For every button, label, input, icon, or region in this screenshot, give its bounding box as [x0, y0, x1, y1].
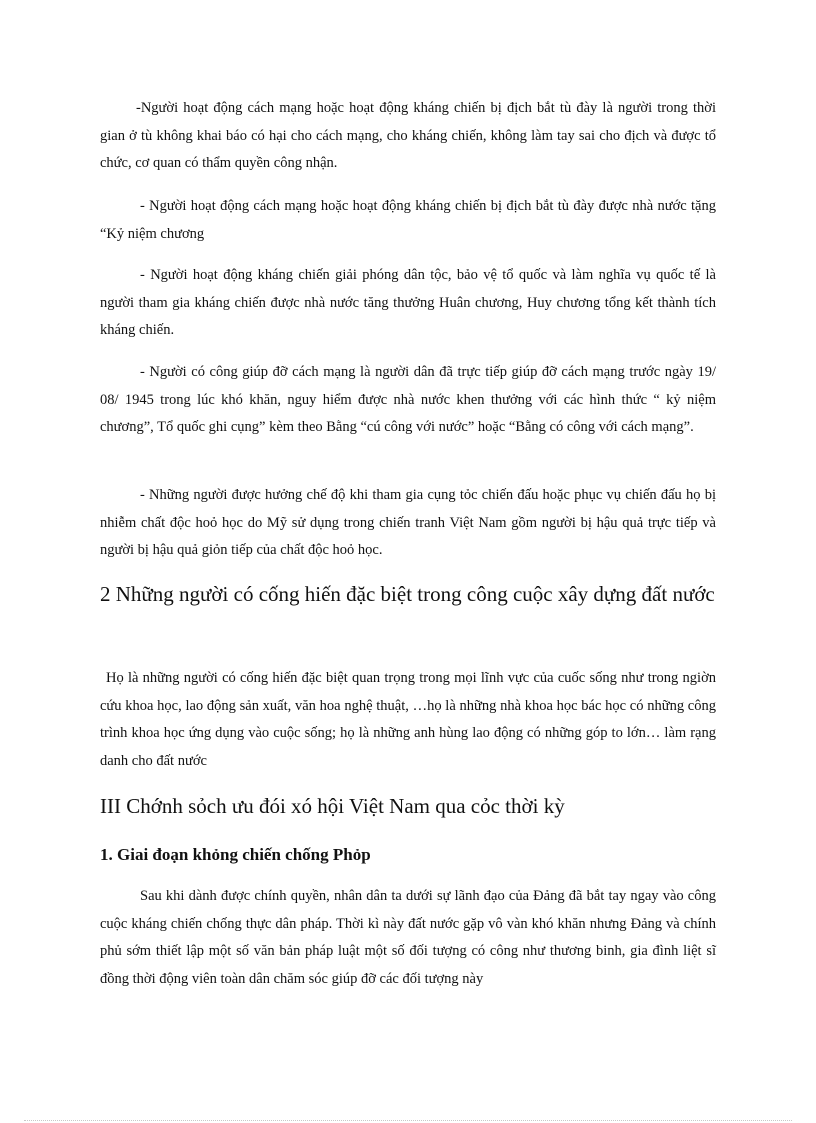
paragraph-commemorative-medal: - Người hoạt động cách mạng hoặc hoạt động kháng chiến bị địch bắt tù đày được nhà nước tặng “Kỷ niệm chương	[100, 198, 716, 242]
heading-chapter-iii: III Chớnh sỏch ưu đói xó hội Việt Nam qua cỏc thời kỳ	[100, 794, 565, 818]
page-bottom-divider	[24, 1120, 792, 1121]
paragraph-resistance-participant: - Người hoạt động kháng chiến giải phóng dân tộc, bảo vệ tổ quốc và làm nghĩa vụ quốc tế là người tham gia kháng chiến được nhà nước tăng thưởng Huân chương, Huy chương tổng kết thành tích kháng chiến.	[100, 267, 716, 338]
heading-resistance-period: 1. Giai đoạn khỏng chiến chống Phỏp	[100, 845, 371, 864]
heading-special-contributors: 2 Những người có cống hiến đặc biệt trong công cuộc xây dựng đất nước	[100, 582, 715, 606]
paragraph-chemical-victims: - Những người được hưởng chế độ khi tham gia cụng tỏc chiến đấu hoặc phục vụ chiến đấu họ bị nhiễm chất độc hoỏ học do Mỹ sử dụng trong chiến tranh Việt Nam gồm người bị hậu quả trực tiếp và người bị hậu quả giỏn tiếp của chất độc hoỏ học.	[100, 487, 716, 558]
paragraph-political-prisoner: -Người hoạt động cách mạng hoặc hoạt động kháng chiến bị địch bắt tù đày là người trong thời gian ở tù không khai báo có hại cho cách mạng, cho kháng chiến, không làm tay sai cho địch và được tổ chức, cơ quan có thẩm quyền công nhận.	[100, 100, 716, 171]
paragraph-resistance-period: Sau khi dành được chính quyền, nhân dân ta dưới sự lãnh đạo của Đảng đã bắt tay ngay vào công cuộc kháng chiến chống thực dân pháp. Thời kì này đất nước gặp vô vàn khó khăn nhưng Đảng và chính phủ sớm thiết lập một số văn bản pháp luật một số đối tượng có công như thương binh, gia đình liệt sĩ đồng thời động viên toàn dân chăm sóc giúp đỡ các đối tượng này	[100, 888, 716, 987]
paragraph-special-contributors: Họ là những người có cống hiến đặc biệt quan trọng trong mọi lĩnh vực của cuốc sống như trong ngiờn cứu khoa học, lao động sản xuất, văn hoa nghệ thuật, …họ là những nhà khoa học bác học có những công trình khoa học ứng dụng vào cuộc sống; họ là những anh hùng lao động có những góp to lớn… làm rạng danh cho đất nước	[100, 670, 716, 769]
paragraph-revolution-helper: - Người có công giúp đỡ cách mạng là người dân đã trực tiếp giúp đỡ cách mạng trước ngày 19/ 08/ 1945 trong lúc khó khăn, nguy hiểm được nhà nước khen thưởng với các hình thức “ kỷ niệm chương”, Tổ quốc ghi cụng” kèm theo Bằng “cú công với nước” hoặc “Bằng có công với cách mạng”.	[100, 364, 716, 435]
